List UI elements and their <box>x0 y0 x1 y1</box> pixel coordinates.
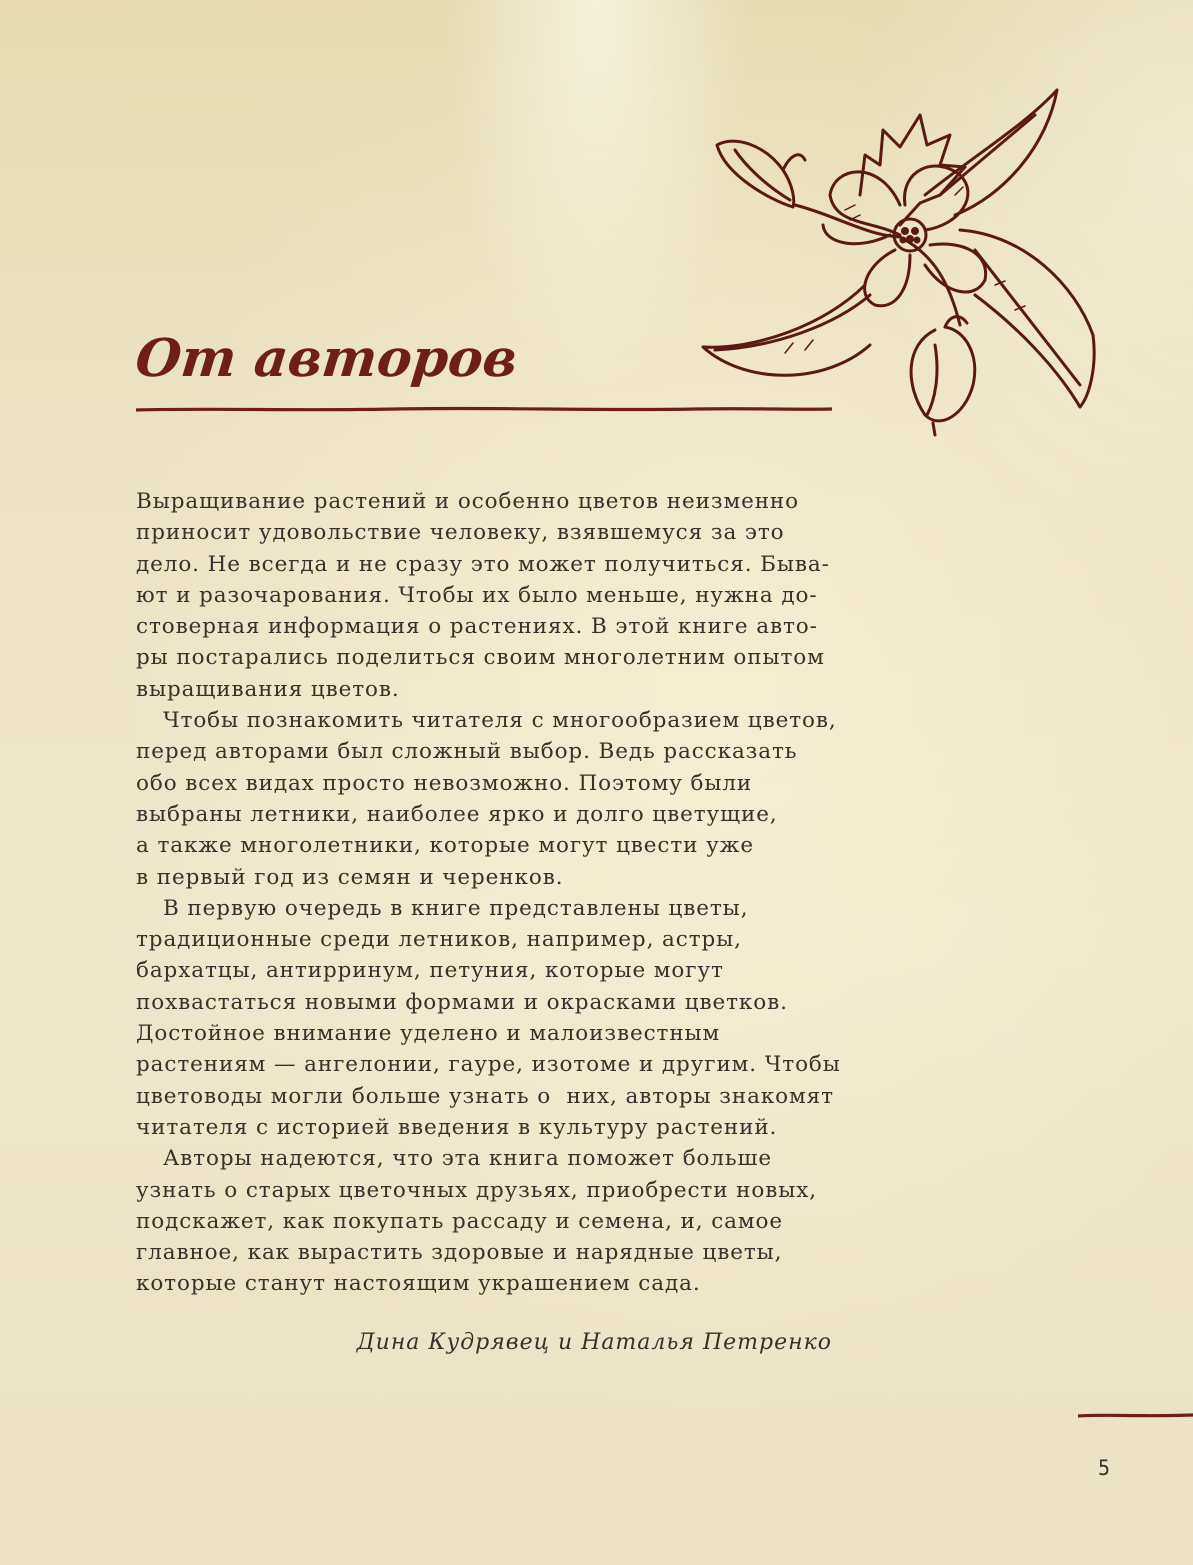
text-line: читателя с историей введения в культуру растений. <box>136 1114 778 1140</box>
page-number: 5 <box>1098 1456 1111 1480</box>
text-line: традиционные среди летников, например, астры, <box>136 927 742 953</box>
text-line: в первый год из семян и черенков. <box>136 864 564 890</box>
text-line: перед авторами был сложный выбор. Ведь рассказать <box>136 739 798 765</box>
text-line: цветоводы могли больше узнать о них, авторы знакомят <box>136 1083 834 1109</box>
text-line: а также многолетники, которые могут цвести уже <box>136 833 754 859</box>
paragraph <box>136 893 841 1143</box>
text-line: В первую очередь в книге представлены цветы, <box>163 895 749 921</box>
text-line: похвастаться новыми формами и окрасками цветков. <box>136 989 788 1015</box>
text-line: Чтобы познакомить читателя с многообразием цветов, <box>163 708 837 734</box>
text-line: ры постарались поделиться своим многолетним опытом <box>136 645 825 671</box>
paragraph <box>136 705 836 893</box>
paragraph <box>136 486 836 705</box>
text-line: выращивания цветов. <box>136 676 400 702</box>
title-divider <box>136 402 832 416</box>
author-signature: Дина Кудрявец и Наталья Петренко <box>356 1330 832 1355</box>
text-line: приносит удовольствие человеку, взявшемуся за это <box>136 520 785 546</box>
text-line: Авторы надеются, что эта книга поможет больше <box>163 1146 773 1172</box>
page-title: От авторов <box>132 328 521 389</box>
text-line: Выращивание растений и особенно цветов неизменно <box>136 489 800 514</box>
text-line: которые станут настоящим украшением сада. <box>136 1271 701 1297</box>
page-number-divider <box>1078 1408 1193 1422</box>
text-line: стоверная информация о растениях. В этой книге авто- <box>136 614 818 640</box>
text-line: подскажет, как покупать рассаду и семена, и, самое <box>136 1208 783 1234</box>
text-line: обо всех видах просто невозможно. Поэтому были <box>136 770 753 796</box>
text-line: главное, как вырастить здоровые и нарядные цветы, <box>136 1240 783 1266</box>
text-line: дело. Не всегда и не сразу это может получиться. Быва- <box>136 551 830 577</box>
text-line: Достойное внимание уделено и малоизвестным <box>136 1021 721 1047</box>
paragraph <box>136 1143 836 1299</box>
text-line: ют и разочарования. Чтобы их было меньше, нужна до- <box>136 582 818 608</box>
text-line: выбраны летники, наиболее ярко и долго цветущие, <box>136 801 778 827</box>
body-text <box>136 486 841 1300</box>
text-line: бархатцы, антирринум, петуния, которые могут <box>136 958 724 984</box>
text-line: узнать о старых цветочных друзьях, приобрести новых, <box>136 1177 818 1203</box>
flower-branch-illustration <box>695 85 1105 440</box>
text-line: растениям — ангелонии, гауре, изотоме и другим. Чтобы <box>136 1052 841 1078</box>
